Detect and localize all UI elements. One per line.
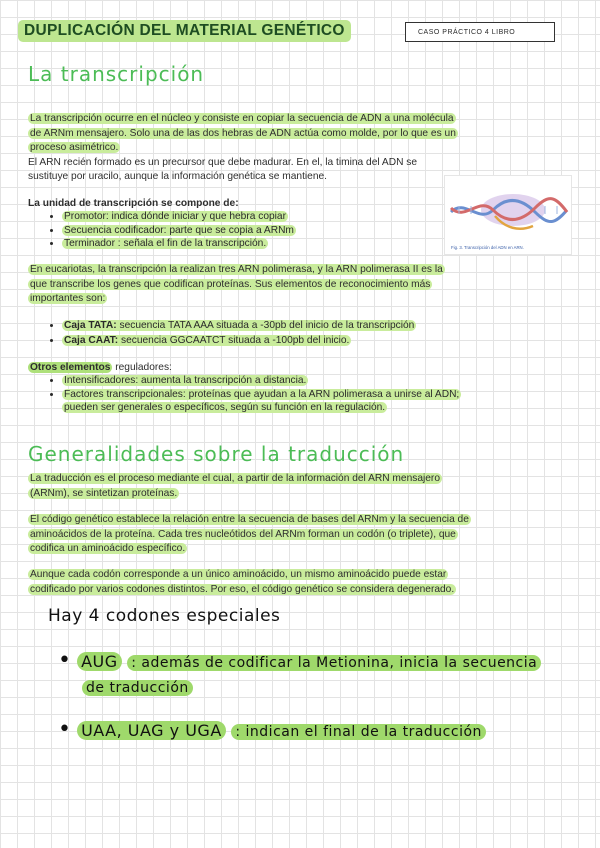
document-title: DUPLICACIÓN DEL MATERIAL GENÉTICO [18, 20, 351, 42]
text-line: Aunque cada codón corresponde a un único aminoácido, un mismo aminoácido puede estar [30, 569, 447, 580]
document-tag: CASO PRÁCTICO 4 LIBRO [405, 22, 555, 42]
bullet-icon: • [58, 717, 72, 742]
stop-description: : indican el final de la traducción [231, 724, 486, 740]
text-line: (ARNm), se sintetizan proteínas. [30, 487, 178, 499]
unit-heading-bold: La unidad de transcripción [28, 198, 159, 209]
text-line: codificado por varios codones distintos. Por eso, el código genético se considera degenerado. [30, 583, 455, 595]
text-line: de ARNm mensajero. Solo una de las dos hebras de ADN actúa como molde, por lo que es un [30, 127, 456, 139]
boxes-list [18, 319, 600, 348]
handwritten-codons-heading: Hay 4 codones especiales [48, 606, 281, 626]
text-line: sustituye por uracilo, aunque la información genética se mantiene. [28, 171, 328, 182]
list-item: • Secuencia codificador: parte que se copia a ARNm [62, 224, 482, 238]
text-line: La transcripción ocurre en el núcleo y consiste en copiar la secuencia de ADN a una molécula [30, 113, 454, 124]
text-line: En eucariotas, la transcripción la realizan tres ARN polimerasa, y la ARN polimerasa II es la [30, 264, 443, 275]
other-elements-list [18, 374, 600, 415]
handwritten-stop-note [58, 719, 578, 741]
list-item: • Caja CAAT: secuencia GGCAATCT situada a -100pb del inicio. [62, 334, 600, 349]
text-line: El ARN recién formado es un precursor que debe madurar. En el, la timina del ADN se [28, 156, 418, 168]
text-line: aminoácidos de la proteína. Cada tres nucleótidos del ARNm forman un codón (o triplete), que [30, 528, 456, 540]
list-item: • Factores transcripcionales: proteínas que ayudan a la ARN polimerasa a unirse al ADN; pueden ser generales o específicos, según su función en la regulación. [62, 388, 600, 415]
section-title-transcripcion: La transcripción [28, 62, 205, 86]
codon-aug: AUG [77, 652, 122, 671]
text-line: codifica un aminoácido específico. [30, 543, 186, 554]
translation-paragraph-3 [28, 568, 573, 597]
list-item: • Intensificadores: aumenta la transcripción a distancia. [62, 374, 600, 388]
text-line: El código genético establece la relación entre la secuencia de bases del ARNm y la secuencia de [30, 514, 469, 525]
list-item: • Promotor: indica dónde iniciar y que hebra copiar [62, 210, 482, 224]
text-line: que transcribe los genes que codifican proteínas. Sus elementos de reconocimiento más [30, 278, 431, 290]
other-elements-heading: Otros elementos reguladores: [30, 362, 172, 373]
section-title-traduccion: Generalidades sobre la traducción [28, 442, 405, 466]
aug-description: : además de codificar la Metionina, inicia la secuencia [127, 655, 541, 671]
unit-list [18, 210, 482, 251]
list-item: • Caja TATA: secuencia TATA AAA situada a -30pb del inicio de la transcripción [62, 319, 600, 334]
transcription-intro [28, 112, 568, 185]
bullet-icon: • [58, 648, 72, 673]
handwritten-aug-note [58, 650, 578, 700]
figure-caption: Fig. 3. Transcripción del ADN en ARN. [451, 245, 524, 250]
translation-paragraph-1 [28, 472, 573, 501]
list-item: • Terminador : señala el fin de la transcripción. [62, 237, 482, 251]
text-line: importantes son: [30, 293, 106, 304]
stop-codons: UAA, UAG y UGA [77, 721, 226, 740]
text-line: proceso asimétrico. [30, 142, 119, 153]
eukaryotes-paragraph [28, 263, 573, 307]
aug-description-2: de traducción [82, 680, 193, 696]
translation-paragraph-2 [28, 513, 573, 557]
text-line: La traducción es el proceso mediante el cual, a partir de la información del ARN mensajero [30, 473, 440, 484]
unit-heading-rest: se compone de: [158, 198, 239, 209]
